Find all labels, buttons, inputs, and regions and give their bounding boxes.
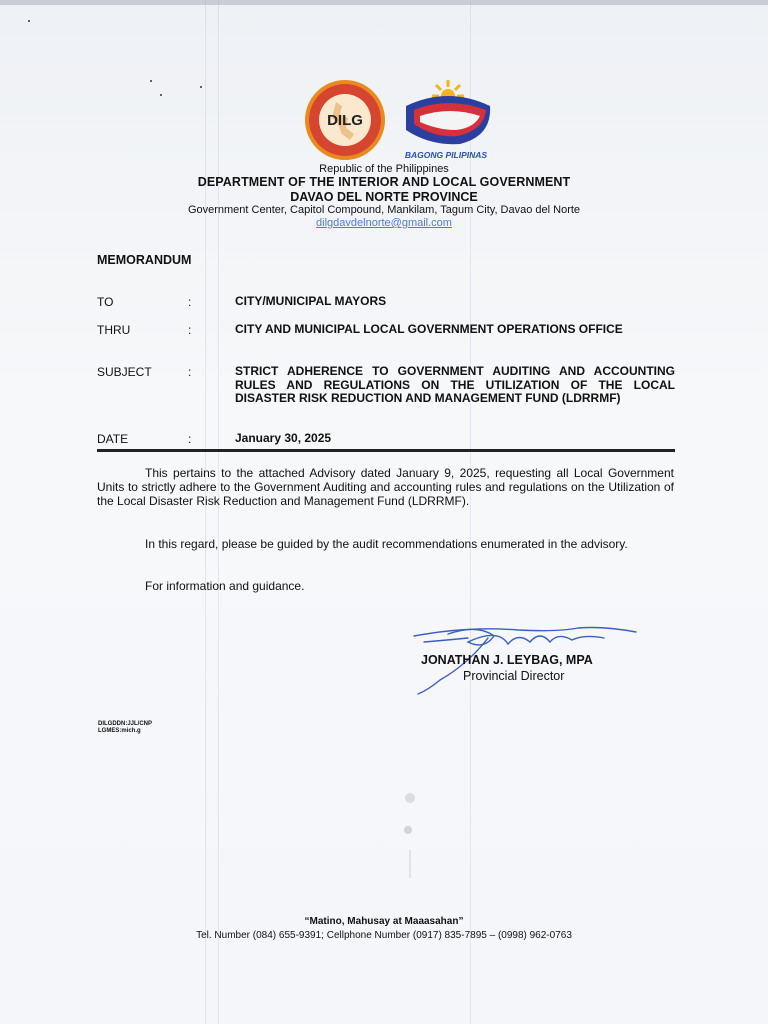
memo-title: MEMORANDUM [97,253,192,267]
body-paragraph-1: This pertains to the attached Advisory dated January 9, 2025, requesting all Local Government Units to strictly adhere to the Government Auditing and accounting rules and regulations on the Utilization of the Local Disaster Risk Reduction and Management Fund (LDRRMF). [97,466,674,508]
dilg-seal-logo [296,78,394,162]
header-divider [97,449,675,452]
field-value: January 30, 2025 [235,431,332,445]
field-label: THRU [97,323,131,337]
field-colon: : [188,365,192,379]
republic-line: Republic of the Philippines [319,163,449,175]
signatory-title: Provincial Director [463,669,565,683]
scan-speck [200,86,202,88]
field-value: CITY AND MUNICIPAL LOCAL GOVERNMENT OPERATIONS OFFICE [235,322,623,336]
scan-artifact-line [205,0,206,1024]
scan-edge [0,0,768,5]
field-label: DATE [97,432,129,446]
initials-line: LGMES:mich.g [98,728,141,734]
field-label: TO [97,295,114,309]
province-name: DAVAO DEL NORTE PROVINCE [290,190,478,204]
signatory-name: JONATHAN J. LEYBAG, MPA [421,653,593,667]
footer-motto: “Matino, Mahusay at Maaasahan” [304,916,464,927]
footer-contact: Tel. Number (084) 655-9391; Cellphone Number (0917) 835-7895 – (0998) 962-0763 [196,930,572,941]
scan-speck [28,20,30,22]
header-logos [296,78,496,166]
scan-artifact-line [218,0,219,1024]
field-label: SUBJECT [97,365,152,379]
reference-initials [98,721,152,735]
field-colon: : [188,295,192,309]
field-value: STRICT ADHERENCE TO GOVERNMENT AUDITING AND ACCOUNTING RULES AND REGULATIONS ON THE UTILIZATION OF THE LOCAL DISASTER RISK REDUCTION AND MANAGEMENT FUND (LDRRMF) [235,364,675,405]
body-paragraph-2: In this regard, please be guided by the audit recommendations enumerated in the advisory. [145,537,628,551]
bagong-pilipinas-text: BAGONG PILIPINAS [404,150,488,160]
svg-text:DILG: DILG [327,112,363,129]
email-link[interactable]: dilgdavdelnorte@gmail.com [316,217,452,229]
scan-speck [160,94,162,96]
bagong-pilipinas-logo [400,78,496,166]
field-colon: : [188,323,192,337]
office-address: Government Center, Capitol Compound, Mankilam, Tagum City, Davao del Norte [187,204,581,216]
field-colon: : [188,432,192,446]
department-name: DEPARTMENT OF THE INTERIOR AND LOCAL GOVERNMENT [197,175,571,189]
initials-line: DILGDDN:JJL/CNP [98,721,153,727]
field-value: CITY/MUNICIPAL MAYORS [235,294,387,308]
scan-specks [398,790,422,880]
scan-speck [150,80,152,82]
body-closing: For information and guidance. [145,579,305,593]
